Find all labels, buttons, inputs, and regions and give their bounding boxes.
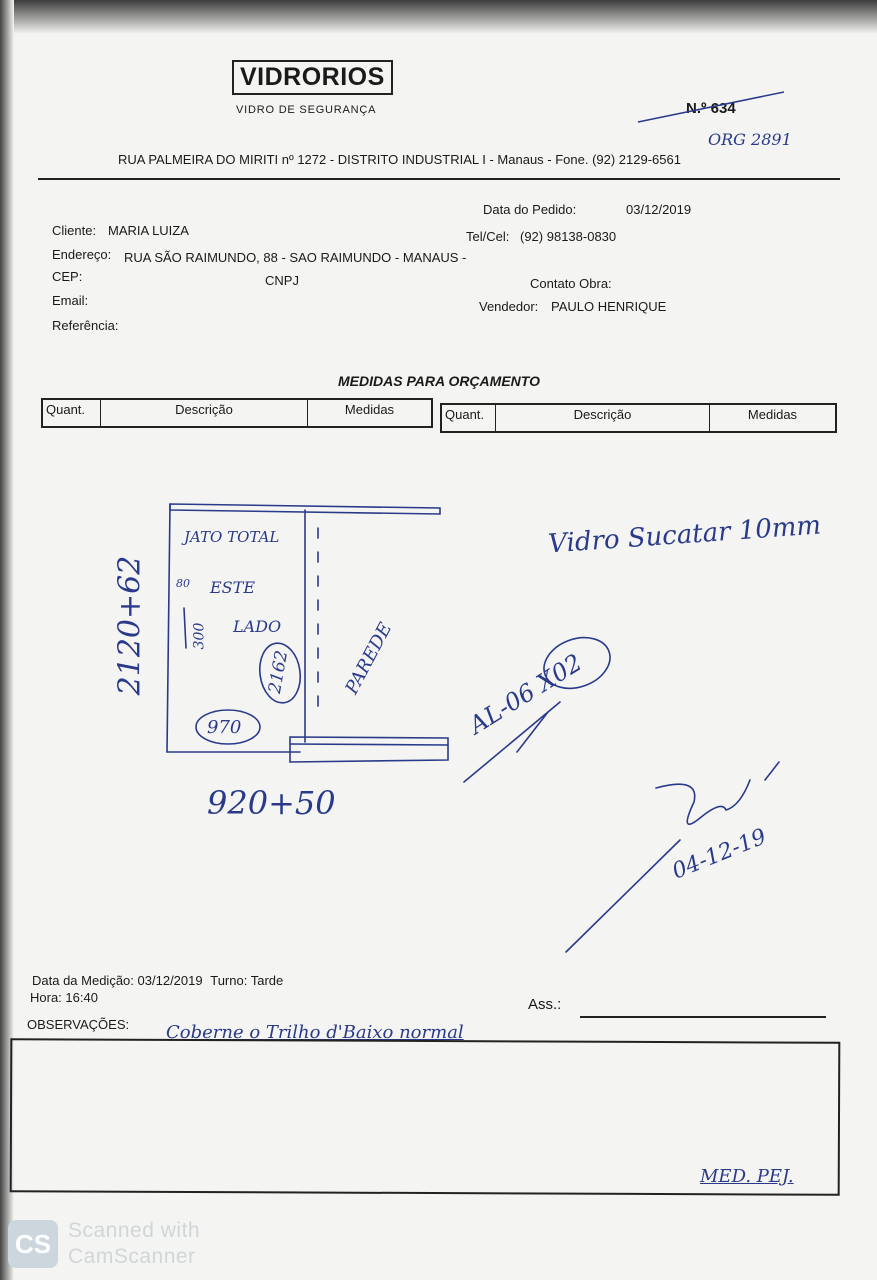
measurement-date-label: Data da Medição:	[32, 973, 134, 988]
col-description: Descrição	[496, 405, 710, 431]
col-measures: Medidas	[344, 402, 395, 417]
sketch-300: 300	[191, 622, 208, 650]
sketch-2162: 2162	[265, 648, 293, 696]
sketch-height: 2120+62	[112, 555, 148, 696]
sketch-80: 80	[176, 577, 190, 590]
camscanner-text	[68, 1218, 200, 1270]
company-tagline: VIDRO DE SEGURANÇA	[236, 104, 377, 116]
observations-label: OBSERVAÇÕES:	[27, 1017, 130, 1032]
shift-value: Tarde	[250, 973, 284, 988]
scan-shadow-top	[0, 0, 877, 34]
camscanner-logo-icon: CS	[8, 1220, 58, 1268]
camscanner-line2: CamScanner	[68, 1245, 196, 1268]
address-label: Endereço:	[52, 247, 112, 262]
contact-label: Contato Obra:	[530, 276, 612, 291]
table-header-right	[440, 403, 837, 433]
seller-label: Vendedor:	[479, 299, 539, 314]
time-line	[30, 990, 98, 1005]
sketch-line1: JATO TOTAL	[184, 528, 280, 546]
signature-line	[580, 1016, 826, 1018]
measurement-date-value: 03/12/2019	[137, 973, 203, 988]
cnpj-label: CNPJ	[265, 273, 299, 288]
time-value: 16:40	[65, 990, 98, 1005]
signature-label: Ass.:	[528, 996, 562, 1013]
time-label: Hora:	[30, 990, 62, 1005]
col-quant: Quant.	[442, 405, 496, 431]
number-strike	[636, 88, 786, 128]
observations-text: Coberne o Trilho d'Baixo normal	[166, 1022, 464, 1043]
table-header-left	[41, 398, 433, 428]
measurement-date-line	[32, 973, 283, 989]
col-measures: Medidas	[747, 407, 798, 422]
reference-label: Referência:	[52, 318, 119, 333]
sketch-width: 920+50	[207, 784, 336, 822]
order-date-label: Data do Pedido:	[483, 202, 577, 217]
seller-value: PAULO HENRIQUE	[551, 299, 667, 314]
header-divider	[38, 178, 840, 180]
glass-note: Vidro Sucatar 10mm	[547, 510, 822, 560]
camscanner-line1: Scanned with	[68, 1219, 201, 1242]
col-description: Descrição	[101, 400, 308, 426]
company-address: RUA PALMEIRA DO MIRITI nº 1272 - DISTRITO INDUSTRIAL I - Manaus - Fone. (92) 2129-6561	[118, 152, 681, 167]
tel-value: (92) 98138-0830	[520, 229, 617, 244]
camscanner-watermark	[8, 1218, 200, 1270]
shift-label: Turno:	[210, 973, 248, 988]
observations-footer-note: MED. PEJ.	[700, 1166, 794, 1187]
email-label: Email:	[52, 293, 89, 308]
section-title: MEDIDAS PARA ORÇAMENTO	[338, 373, 540, 389]
sketch-line2: ESTE	[210, 578, 255, 597]
sketch-970: 970	[207, 717, 242, 738]
col-quant: Quant.	[43, 400, 101, 426]
org-note: ORG 2891	[708, 130, 792, 149]
signature-date: 04-12-19	[668, 824, 770, 885]
cep-label: CEP:	[52, 269, 83, 284]
client-label: Cliente:	[52, 223, 97, 238]
company-logo: VIDRORIOS	[232, 60, 393, 95]
sketch-line3: LADO	[233, 617, 282, 636]
sketch-wall: PAREDE	[341, 619, 397, 698]
sketch-code: AL-06 X02	[464, 648, 587, 740]
handwritten-sketch	[0, 480, 877, 960]
address-value: RUA SÃO RAIMUNDO, 88 - SAO RAIMUNDO - MANAUS -	[124, 250, 467, 265]
tel-label: Tel/Cel:	[466, 229, 510, 244]
order-date-value: 03/12/2019	[626, 202, 692, 217]
order-number: N.º 634	[686, 100, 736, 117]
client-value: MARIA LUIZA	[108, 223, 189, 238]
